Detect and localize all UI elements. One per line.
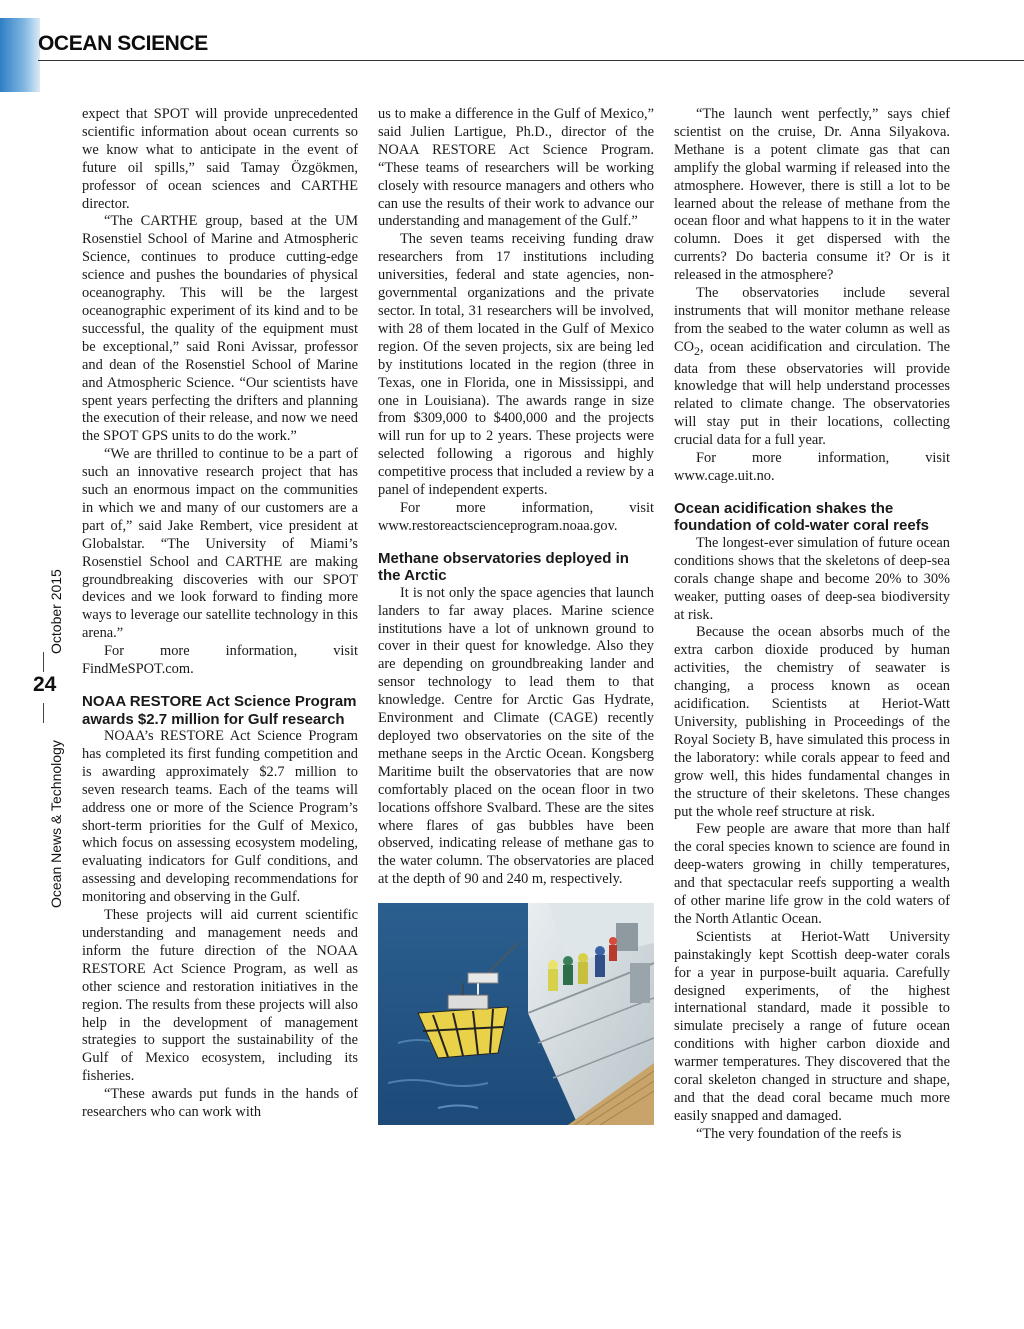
sidebar-divider xyxy=(43,703,44,723)
paragraph: “The CARTHE group, based at the UM Rosenstiel School of Marine and Atmospheric Science, continues to produce cutting-edge science and pushes the boundaries of physical oceanography. This will be the largest oceanographic experiment of its kind and to be successful, the quality of the equipment must be exceptional,” said Roni Avissar, professor and dean of the Rosenstiel School of Marine and Atmospheric Science. “Our scientists have spent years perfecting the drifters and planning the execution of their release, and now we need the SPOT GPS units to do the work.” xyxy=(82,213,358,445)
page-number: 24 xyxy=(33,673,57,696)
paragraph-text: , ocean acidification and circulation. The data from these observatories will provide knowledge that will help understand processes related to climate change. The observatories will stay put in their locations, collecting crucial data for a full year. xyxy=(674,338,950,449)
article-heading-coral: Ocean acidification shakes the foundation of cold-water coral reefs xyxy=(674,499,930,535)
section-color-tab xyxy=(0,18,40,92)
paragraph: The longest-ever simulation of future ocean conditions shows that the skeletons of deep-sea corals change shape and become 20% to 30% weaker, putting oases of deep-sea biodiversity at risk. xyxy=(674,534,950,623)
article-column-1 xyxy=(82,106,358,1122)
paragraph-text: The observatories include several instruments that will monitor methane release from the seabed to the water column as well as CO xyxy=(674,285,950,355)
sidebar xyxy=(48,569,64,1301)
paragraph: It is not only the space agencies that launch landers to far away places. Marine science institutions have a lot of unknown ground to cover in their quest for knowledge. Also they are depending on groundbreaking lander and sensor technology to lead them to that knowledge. Centre for Arctic Gas Hydrate, Environment and Climate (CAGE) recently deployed two observatories on the site of the methane seeps in the Arctic Ocean. Kongsberg Maritime built the observatories that are now comfortably placed on the ocean floor in two locations offshore Svalbard. These are the sites where flares of gas bubbles have been observed, indicating release of methane gas to the water column. The observatories are placed at the depth of 90 and 240 m, respectively. xyxy=(378,584,654,888)
sidebar-divider xyxy=(43,652,44,672)
paragraph: Few people are aware that more than half the coral species known to science are found in deep-waters growing in chilly temperatures, and that spectacular reefs supporting a wealth of other marine life grow in the cold waters of the North Atlantic Ocean. xyxy=(674,821,950,927)
article-column-2 xyxy=(378,106,654,1125)
paragraph: Because the ocean absorbs much of the extra carbon dioxide produced by human activities, the chemistry of seawater is changing, a process known as ocean acidification. Scientists at Heriot-Watt University, publishing in Proceedings of the Royal Society B, have simulated this process in the laboratory: while corals appear to feed and grow well, this hides fundamental changes in the structure of their skeletons. These changes put the whole reef structure at risk. xyxy=(674,624,950,820)
article-column-3 xyxy=(674,106,950,1144)
article-heading-noaa: NOAA RESTORE Act Science Program awards $2.7 million for Gulf research xyxy=(82,693,357,728)
paragraph: These projects will aid current scientific understanding and management needs and inform the future direction of the NOAA RESTORE Act Science Program, as well as other science and restoration initiatives in the region. The results from these projects will also help in the development of management strategies to support the sustainability of the Gulf of Mexico ecosystem, including its fisheries. xyxy=(82,907,358,1085)
subscript: 2 xyxy=(694,343,700,358)
observatory-deployment-photo xyxy=(378,903,654,1125)
paragraph: Scientists at Heriot-Watt University painstakingly kept Scottish deep-water corals for a year in purpose-built aquaria. Carefully designed experiments, of the highest international standard, made it possible to simulate precisely a range of future ocean conditions with higher carbon dioxide and warmer temperatures. They discovered that the coral skeleton changed in structure and shape, and that the dead coral became much more easily snapped and damaged. xyxy=(674,928,950,1124)
issue-date: October 2015 xyxy=(48,569,64,654)
paragraph: NOAA’s RESTORE Act Science Program has completed its first funding competition and is awarding approximately $2.7 million to seven research teams. Each of the teams will address one or more of the Science Program’s short-term priorities for the Gulf of Mexico, which focus on assessing ecosystem modeling, evaluating indicators for Gulf conditions, and assessing and developing recommendations for monitoring and observing in the Gulf. xyxy=(82,728,358,906)
paragraph: For more information, visit www.restoreactscienceprogram.noaa.gov. xyxy=(378,499,654,534)
paragraph: expect that SPOT will provide unprecedented scientific information about ocean currents so we know what to anticipate in the event of future oil spills,” said Tamay Özgökmen, professor of ocean sciences and CARTHE director. xyxy=(82,106,358,212)
paragraph: “We are thrilled to continue to be a part of such an innovative research project that has such an enormous impact on the communities in which we and many of our customers are a part of,” said Jake Rembert, vice president at Globalstar. “The University of Miami’s Rosenstiel School and CARTHE are making groundbreaking discoveries with our SPOT devices and we look forward to finding more ways to leverage our satellite technology in this arena.” xyxy=(82,446,358,642)
paragraph: For more information, visit www.cage.uit.no. xyxy=(674,450,950,484)
section-title: OCEAN SCIENCE xyxy=(38,32,208,55)
paragraph: “The launch went perfectly,” says chief scientist on the cruise, Dr. Anna Silyakova. Methane is a potent climate gas that can amplify the global warming if released into the atmosphere. However, there is still a lot to be learned about the release of methane from the ocean floor and what happens to it in the water column. Does it get dispersed with the currents? Do bacteria consume it? Or is it released in the atmosphere? xyxy=(674,106,950,284)
publication-name: Ocean News & Technology xyxy=(48,740,64,908)
header-divider xyxy=(38,60,1024,61)
paragraph: us to make a difference in the Gulf of Mexico,” said Julien Lartigue, Ph.D., director of the NOAA RESTORE Act Science Program. “These teams of researchers will be working closely with resource managers and others who can use the results of their work to advance our understanding and management of the Gulf.” xyxy=(378,106,654,230)
paragraph: The seven teams receiving funding draw researchers from 17 institutions including universities, federal and state agencies, non-governmental organizations and the private sector. In total, 31 researchers will be involved, with 28 of them located in the Gulf of Mexico region. Of the seven projects, six are being led by institutions located in the region (three in Texas, one in Florida, one in Mississippi, and one in Louisiana). The awards range in size from $309,000 to $400,000 and the projects will run for up to 2 years. These projects were selected following a rigorous and highly competitive process that included a review by a panel of independent experts. xyxy=(378,231,654,499)
paragraph: For more information, visit FindMeSPOT.com. xyxy=(82,643,358,678)
paragraph xyxy=(674,285,950,450)
paragraph: “These awards put funds in the hands of researchers who can work with xyxy=(82,1086,358,1121)
paragraph: “The very foundation of the reefs is xyxy=(696,1125,902,1142)
article-heading-methane: Methane observatories deployed in the Arctic xyxy=(378,549,629,585)
